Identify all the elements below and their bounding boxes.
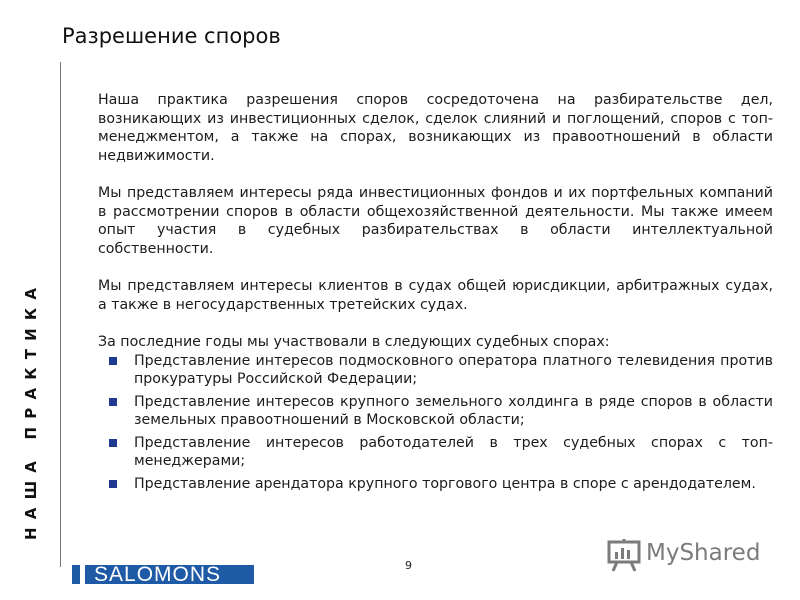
vertical-divider	[60, 62, 61, 567]
list-item-text: Представление интересов подмосковного оператора платного телевидения против прокуратуры Российской Федерации;	[134, 352, 773, 387]
square-bullet-icon	[109, 398, 117, 406]
page-number: 9	[405, 559, 412, 572]
list-intro: За последние годы мы участвовали в следующих судебных спорах:	[98, 334, 610, 350]
list-item	[98, 434, 773, 471]
page-title: Разрешение споров	[62, 24, 281, 48]
list-item-text: Представление арендатора крупного торгового центра в споре с арендодателем.	[134, 475, 756, 492]
list-item-text: Представление интересов крупного земельного холдинга в ряде споров в области земельных правоотношений в Московской области;	[134, 393, 773, 428]
list-item	[98, 352, 773, 389]
square-bullet-icon	[109, 439, 117, 447]
disputes-list	[98, 352, 773, 494]
presentation-board-icon	[606, 538, 642, 572]
list-item	[98, 393, 773, 430]
list-item	[98, 475, 773, 494]
list-item-text: Представление интересов работодателей в трех судебных спорах с топ-менеджерами;	[134, 434, 773, 469]
paragraph-2: Мы представляем интересы ряда инвестиционных фондов и их портфельных компаний в рассмотрении споров в области общехозяйственной деятельности. Мы также имеем опыт участия в судебных разбирательствах в области интеллектуальной собственности.	[98, 185, 773, 257]
section-side-label: НАША ПРАКТИКА	[22, 279, 40, 540]
watermark-text: MyShared	[646, 540, 761, 566]
watermark	[606, 536, 766, 576]
square-bullet-icon	[109, 480, 117, 488]
paragraph-3: Мы представляем интересы клиентов в судах общей юрисдикции, арбитражных судах, а также в негосударственных третейских судах.	[98, 278, 773, 313]
content-body	[98, 91, 773, 497]
salomons-logo	[72, 565, 254, 584]
square-bullet-icon	[109, 357, 117, 365]
logo-stripe	[80, 565, 85, 584]
logo-text: SALOMONS	[94, 565, 222, 584]
paragraph-1: Наша практика разрешения споров сосредоточена на разбирательстве дел, возникающих из инвестиционных сделок, сделок слияний и поглощений, споров с топ-менеджментом, а также на спорах, возникающих из правоотношений в области недвижимости.	[98, 92, 773, 164]
